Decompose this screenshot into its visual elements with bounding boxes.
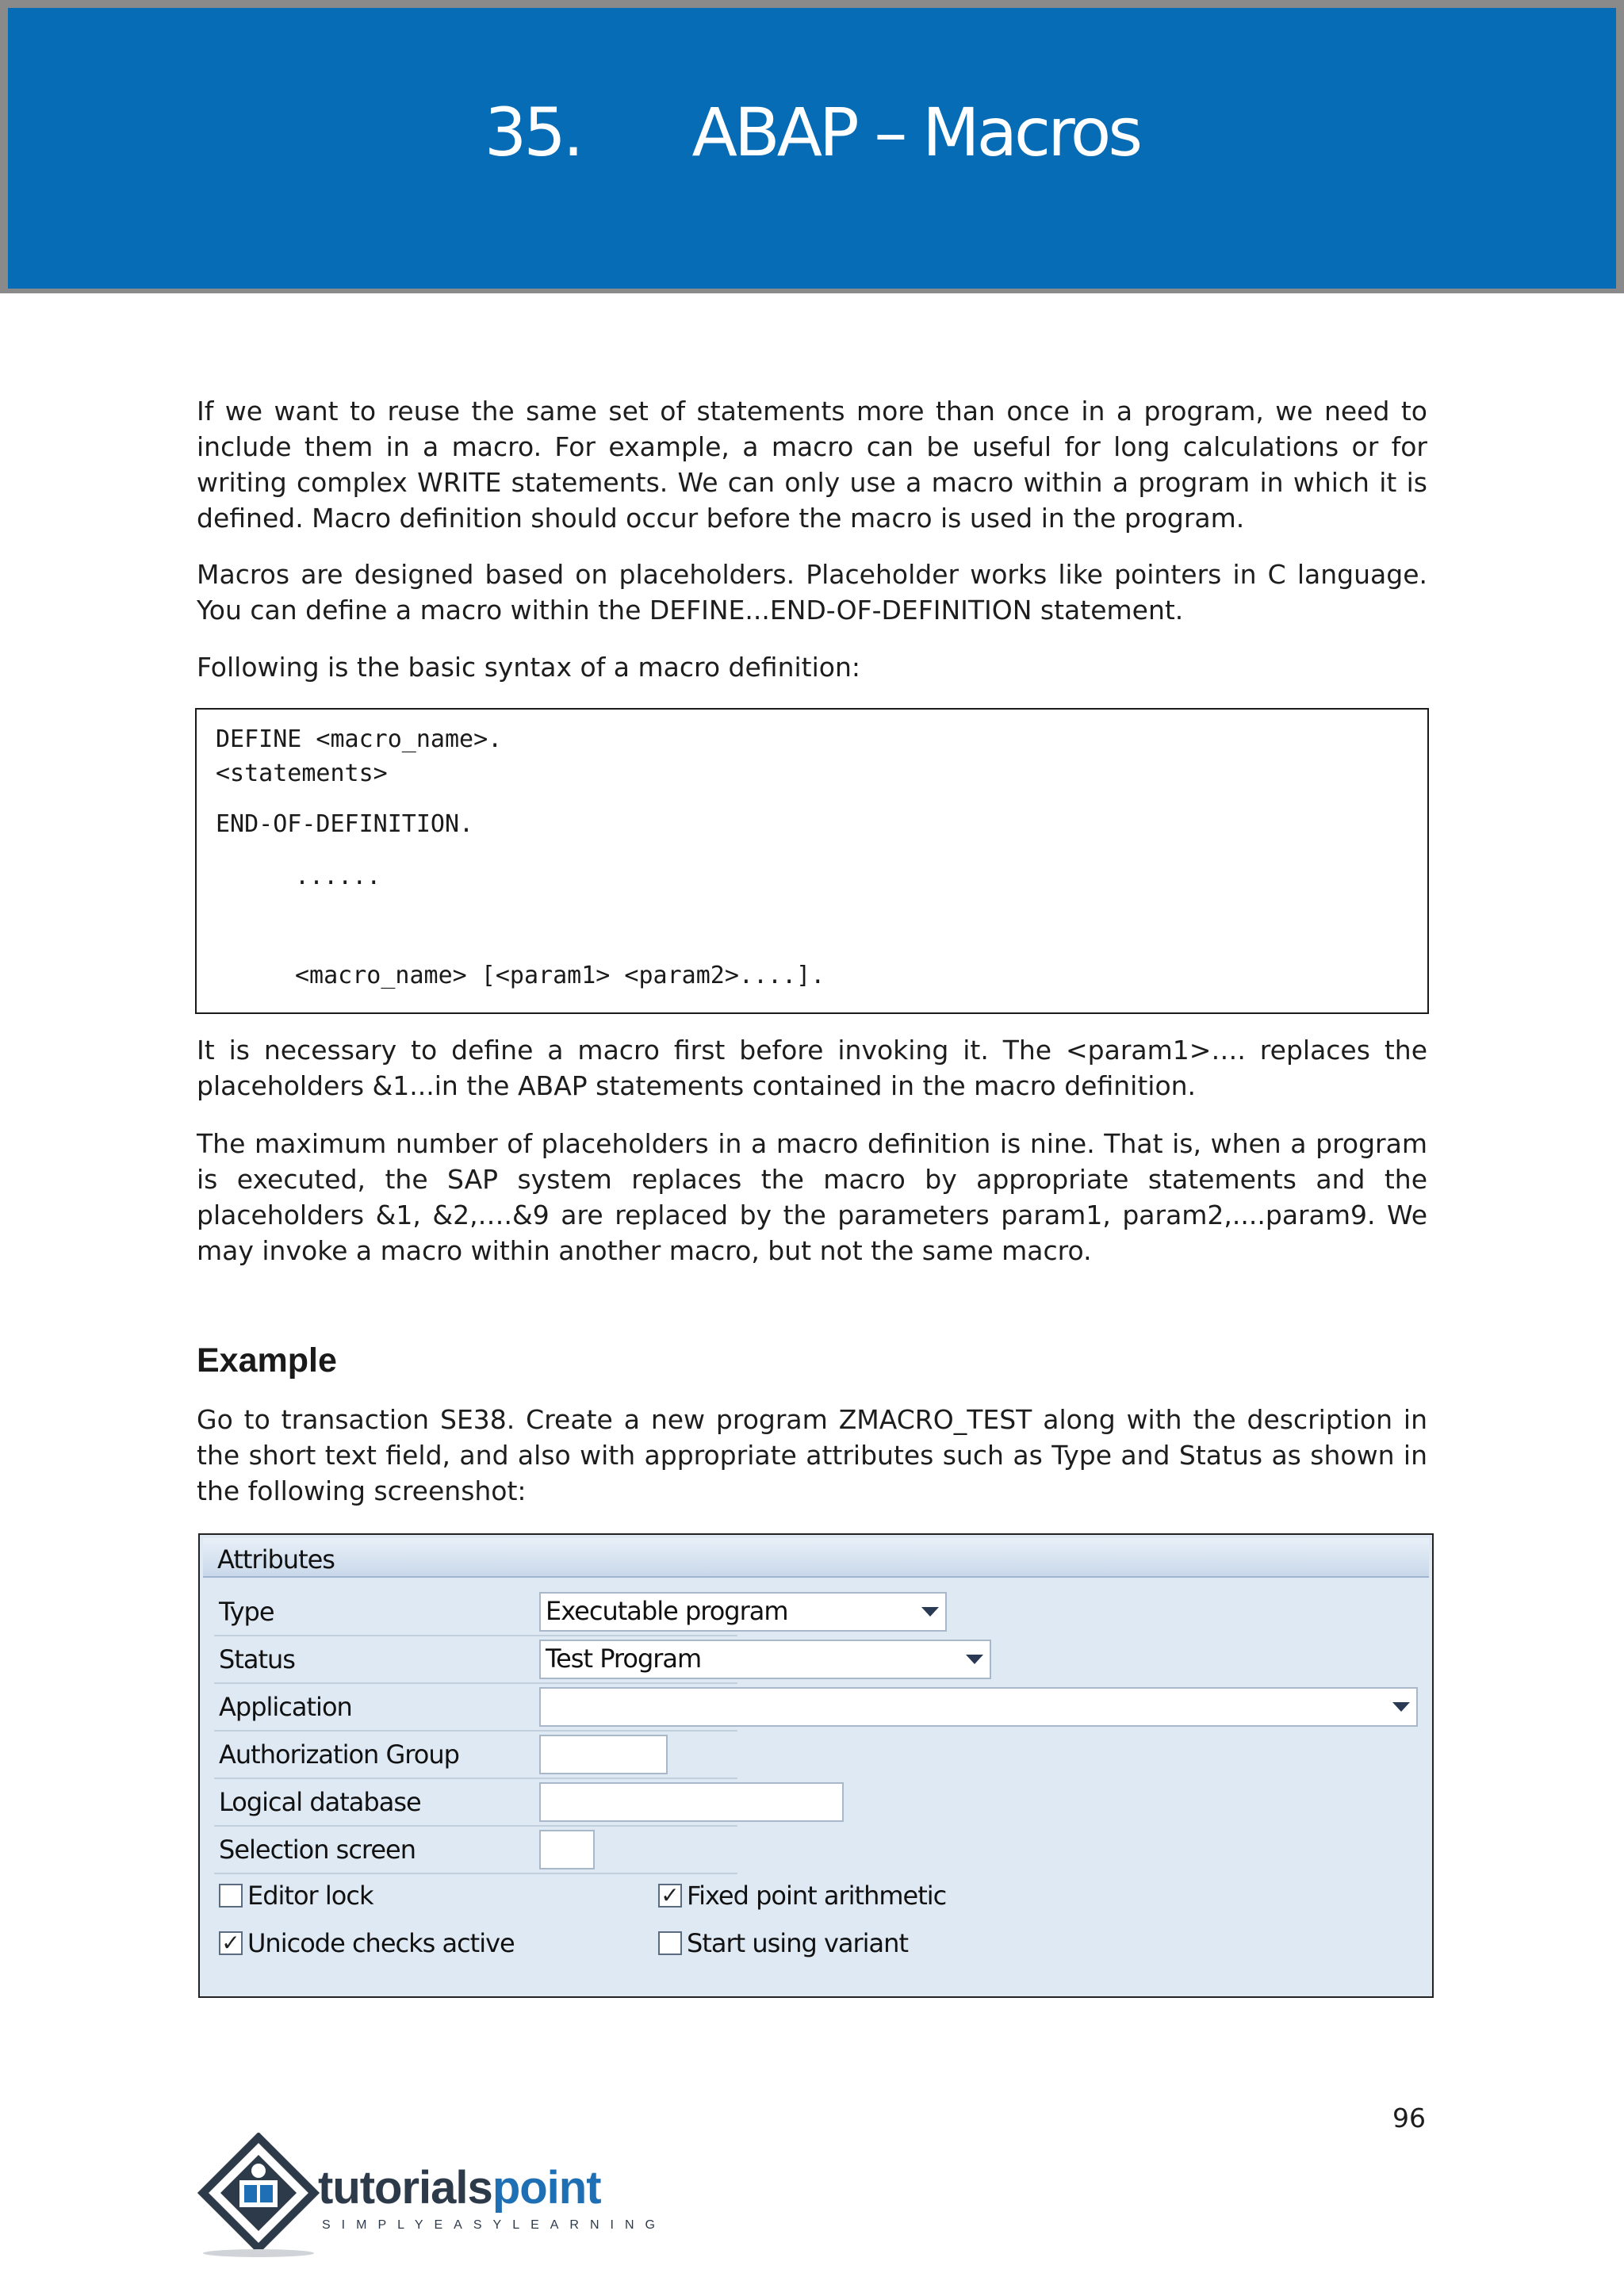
chevron-down-icon — [921, 1607, 939, 1617]
status-dropdown[interactable] — [539, 1640, 991, 1679]
logo-tagline: SIMPLYEASYLEARNING — [322, 2218, 666, 2232]
page-number: 96 — [1392, 2103, 1426, 2133]
chapter-title — [485, 94, 1139, 171]
code-line-1: DEFINE <macro_name>. — [216, 725, 503, 753]
authorization-group-label: Authorization Group — [219, 1739, 459, 1770]
start-variant-checkbox[interactable] — [658, 1931, 682, 1955]
row-divider — [214, 1682, 737, 1684]
logo-main-text: tutorials — [318, 2162, 492, 2214]
type-dropdown[interactable] — [539, 1592, 947, 1632]
code-line-2: <statements> — [216, 760, 388, 787]
logo-accent-text: point — [492, 2162, 601, 2214]
editor-lock-checkbox[interactable] — [219, 1884, 243, 1908]
chevron-down-icon — [966, 1655, 983, 1664]
logical-database-label: Logical database — [219, 1787, 421, 1817]
row-divider — [214, 1873, 737, 1874]
unicode-checks-checkbox[interactable]: ✓ — [219, 1931, 243, 1955]
paragraph-intro: If we want to reuse the same set of statements more than once in a program, we need to include them in a macro. For example, a macro can be useful for long calculations or for writing complex WRITE statements. We can only use a macro within a program in which it is defined. Macro definition should occur before the macro is used in the program. — [197, 396, 1427, 534]
code-block — [195, 708, 1429, 1014]
selection-screen-label: Selection screen — [219, 1835, 416, 1865]
status-label: Status — [219, 1644, 295, 1674]
paragraph-max-placeholders: The maximum number of placeholders in a macro definition is nine. That is, when a program is executed, the SAP system replaces the macro by appropriate statements and the placeholders &1, &2,….&9 are replaced by the parameters param1, param2,....param9. We may invoke a macro within another macro, but not the same macro. — [197, 1128, 1427, 1266]
code-line-3: END-OF-DEFINITION. — [216, 810, 474, 838]
row-divider — [214, 1730, 737, 1732]
application-label: Application — [219, 1692, 352, 1722]
fixed-point-checkbox[interactable]: ✓ — [658, 1884, 682, 1908]
unicode-checks-label: Unicode checks active — [247, 1928, 515, 1958]
row-divider — [214, 1635, 737, 1636]
paragraph-syntax-intro: Following is the basic syntax of a macro definition: — [197, 652, 861, 683]
paragraph-example: Go to transaction SE38. Create a new program ZMACRO_TEST along with the description in the short text field, and also with appropriate attributes such as Type and Status as shown in the following screenshot: — [197, 1404, 1427, 1506]
editor-lock-label: Editor lock — [247, 1881, 373, 1911]
tutorialspoint-logo — [195, 2133, 666, 2260]
fixed-point-label: Fixed point arithmetic — [687, 1881, 947, 1911]
status-value: Test Program — [546, 1644, 702, 1674]
sap-attributes-panel — [198, 1533, 1434, 1998]
row-divider — [214, 1777, 737, 1779]
row-divider — [214, 1825, 737, 1827]
type-value: Executable program — [546, 1596, 788, 1626]
chevron-down-icon — [1392, 1702, 1410, 1712]
code-line-5: <macro_name> [<param1> <param2>....]. — [295, 962, 825, 989]
type-label: Type — [219, 1597, 274, 1627]
example-heading: Example — [197, 1341, 337, 1380]
logical-database-input[interactable] — [539, 1782, 844, 1822]
start-variant-label: Start using variant — [687, 1928, 908, 1958]
logo-wordmark — [318, 2161, 601, 2214]
sap-attributes-header — [203, 1538, 1429, 1578]
paragraph-placeholders: Macros are designed based on placeholders. Placeholder works like pointers in C language. You can define a macro within the DEFINE...END-OF-DEFINITION statement. — [197, 559, 1427, 626]
authorization-group-input[interactable] — [539, 1735, 668, 1774]
sap-attributes-title: Attributes — [217, 1544, 335, 1575]
code-line-4: ...... — [295, 863, 381, 890]
chapter-number: 35. — [484, 94, 581, 171]
chapter-banner — [0, 0, 1624, 293]
logo-diamond-icon — [195, 2133, 322, 2260]
selection-screen-input[interactable] — [539, 1830, 595, 1869]
paragraph-invoke: It is necessary to define a macro first before invoking it. The <param1>…. replaces the placeholders &1...in the ABAP statements contained in the macro definition. — [197, 1035, 1427, 1101]
application-dropdown[interactable] — [539, 1687, 1418, 1727]
chapter-banner-inner — [8, 8, 1616, 289]
chapter-title-text: ABAP – Macros — [691, 94, 1140, 171]
